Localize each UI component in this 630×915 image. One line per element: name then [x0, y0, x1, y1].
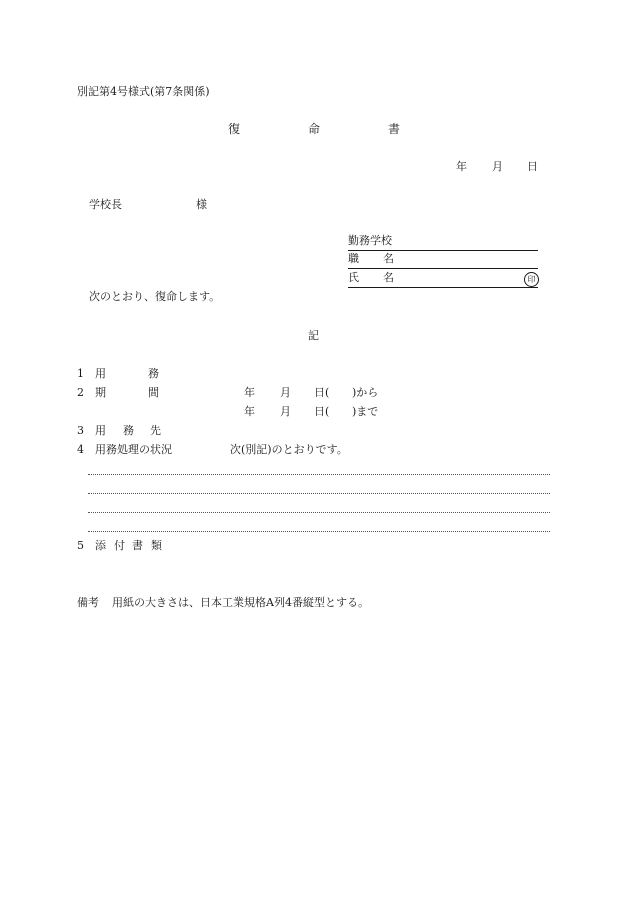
sender-school-row — [348, 234, 538, 251]
addressee-honorific: 様 — [196, 198, 207, 211]
item-1-char-1: 用 — [95, 367, 106, 380]
item-4-label: 用務処理の状況 — [95, 443, 172, 456]
item-2-number: 2 — [77, 386, 84, 399]
item-4-number: 4 — [77, 443, 84, 456]
note-text: 用紙の大きさは、日本工業規格A列4番縦型とする。 — [112, 596, 369, 609]
date-month: 月 — [492, 160, 503, 173]
title-char-2: 命 — [308, 122, 321, 136]
title-char-3: 書 — [388, 122, 401, 136]
sender-name-row — [348, 271, 538, 288]
period-to-month: 月 — [280, 405, 291, 418]
note-label: 備考 — [77, 596, 99, 609]
intro-text: 次のとおり、復命します。 — [89, 290, 221, 303]
date-day: 日 — [527, 160, 538, 173]
writing-line-3 — [88, 512, 550, 513]
sender-position-char-2: 名 — [383, 252, 394, 265]
item-5-char-4: 類 — [151, 539, 162, 552]
form-reference: 別記第4号様式(第7条関係) — [77, 85, 210, 98]
sender-position-char-1: 職 — [348, 252, 359, 265]
item-1-number: 1 — [77, 367, 84, 380]
period-from-year: 年 — [244, 386, 255, 399]
sender-name-char-2: 名 — [383, 271, 394, 284]
item-1-char-2: 務 — [148, 367, 159, 380]
writing-line-2 — [88, 493, 550, 494]
ki-heading: 記 — [308, 329, 319, 342]
item-5-char-3: 書 — [132, 539, 143, 552]
item-3-char-3: 先 — [150, 424, 161, 437]
item-3-char-1: 用 — [95, 424, 106, 437]
item-2-char-1: 期 — [95, 386, 106, 399]
writing-line-1 — [88, 474, 550, 475]
sender-position-row — [348, 252, 538, 269]
item-4-text: 次(別記)のとおりです。 — [230, 443, 348, 456]
sender-name-char-1: 氏 — [348, 271, 359, 284]
period-from-day: 日( — [314, 386, 330, 399]
period-to-year: 年 — [244, 405, 255, 418]
period-to-close: )まで — [352, 405, 379, 418]
seal-mark: 印 — [524, 272, 539, 287]
period-from-close: )から — [352, 386, 379, 399]
writing-line-4 — [88, 531, 550, 532]
addressee-name: 学校長 — [89, 198, 122, 211]
item-5-char-2: 付 — [114, 539, 125, 552]
period-to-day: 日( — [314, 405, 330, 418]
item-5-number: 5 — [77, 539, 84, 552]
title-char-1: 復 — [228, 122, 241, 136]
period-from-month: 月 — [280, 386, 291, 399]
sender-school-label: 勤務学校 — [348, 234, 392, 247]
date-year: 年 — [456, 160, 467, 173]
item-3-char-2: 務 — [123, 424, 134, 437]
item-2-char-2: 間 — [148, 386, 159, 399]
item-3-number: 3 — [77, 424, 84, 437]
item-5-char-1: 添 — [95, 539, 106, 552]
